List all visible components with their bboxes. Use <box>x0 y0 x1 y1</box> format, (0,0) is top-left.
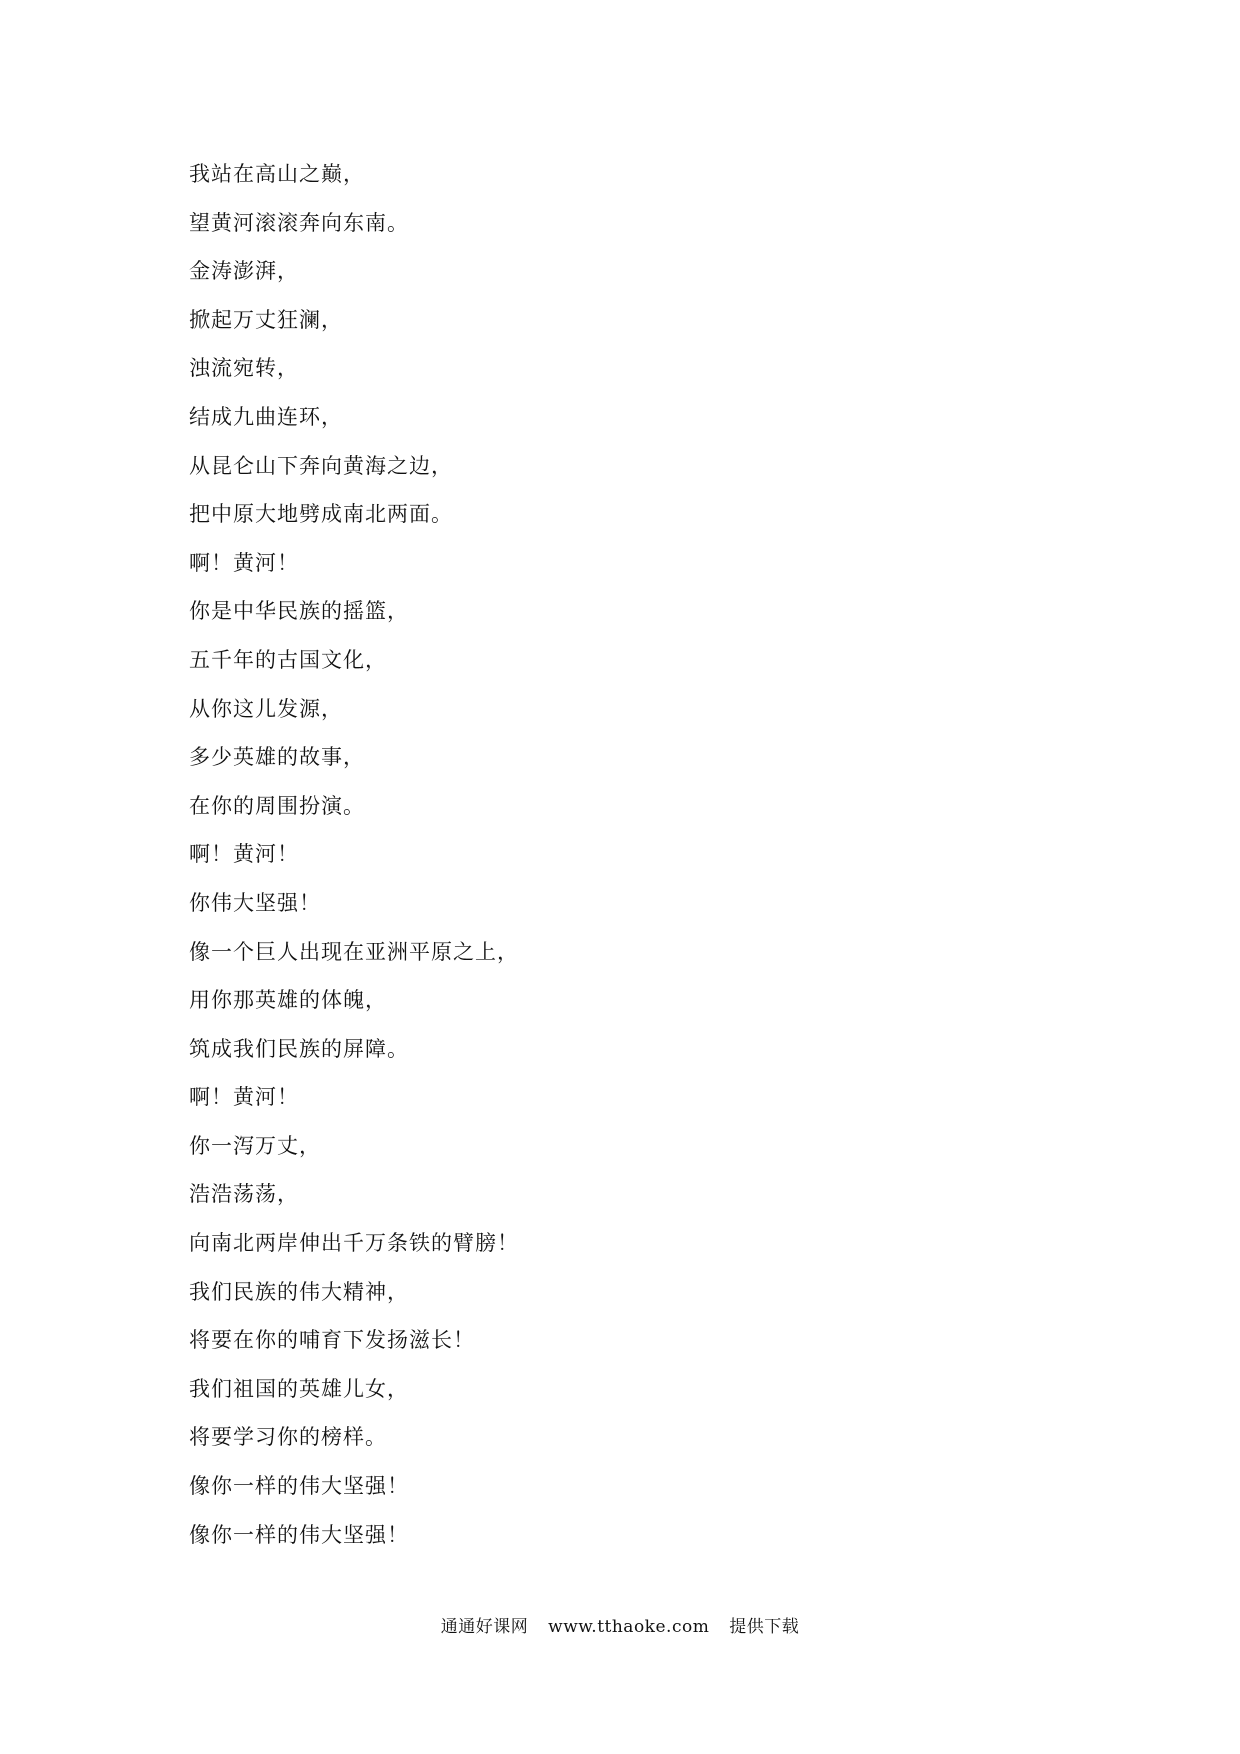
poem-line: 像你一样的伟大坚强！ <box>189 1522 409 1547</box>
poem-line: 向南北两岸伸出千万条铁的臂膀！ <box>189 1231 519 1256</box>
poem-text <box>189 158 519 1567</box>
poem-line: 你是中华民族的摇篮， <box>189 599 409 624</box>
poem-line: 金涛澎湃， <box>189 259 299 284</box>
poem-line: 像一个巨人出现在亚洲平原之上， <box>189 939 519 964</box>
poem-line: 我们祖国的英雄儿女， <box>189 1376 409 1401</box>
poem-line: 望黄河滚滚奔向东南。 <box>189 210 409 235</box>
footer-site-name: 通通好课网 <box>440 1617 529 1637</box>
poem-line: 啊！黄河！ <box>189 842 299 867</box>
poem-line: 浩浩荡荡， <box>189 1182 299 1207</box>
poem-line: 啊！黄河！ <box>189 1085 299 1110</box>
poem-line: 我站在高山之巅， <box>189 162 365 186</box>
footer-url: www.tthaoke.com <box>548 1617 710 1637</box>
poem-line: 在你的周围扮演。 <box>189 793 365 818</box>
poem-line: 把中原大地劈成南北两面。 <box>189 502 453 527</box>
poem-line: 五千年的古国文化， <box>189 647 387 672</box>
poem-line: 多少英雄的故事， <box>189 745 365 770</box>
poem-line: 你一泻万丈， <box>189 1133 321 1158</box>
poem-line: 像你一样的伟大坚强！ <box>189 1474 409 1499</box>
poem-line: 啊！黄河！ <box>189 550 299 575</box>
footer <box>0 1612 1240 1637</box>
footer-suffix: 提供下载 <box>729 1617 800 1637</box>
poem-line: 将要在你的哺育下发扬滋长！ <box>189 1328 475 1353</box>
poem-line: 我们民族的伟大精神， <box>189 1279 409 1304</box>
poem-line: 用你那英雄的体魄， <box>189 988 387 1013</box>
poem-line: 筑成我们民族的屏障。 <box>189 1036 409 1061</box>
poem-line: 从昆仑山下奔向黄海之边， <box>189 453 453 478</box>
poem-line: 结成九曲连环， <box>189 404 343 429</box>
poem-line: 浊流宛转， <box>189 356 299 381</box>
poem-line: 将要学习你的榜样。 <box>189 1425 387 1450</box>
poem-line: 你伟大坚强！ <box>189 890 321 915</box>
poem-line: 掀起万丈狂澜， <box>189 307 343 332</box>
poem-line: 从你这儿发源， <box>189 696 343 721</box>
